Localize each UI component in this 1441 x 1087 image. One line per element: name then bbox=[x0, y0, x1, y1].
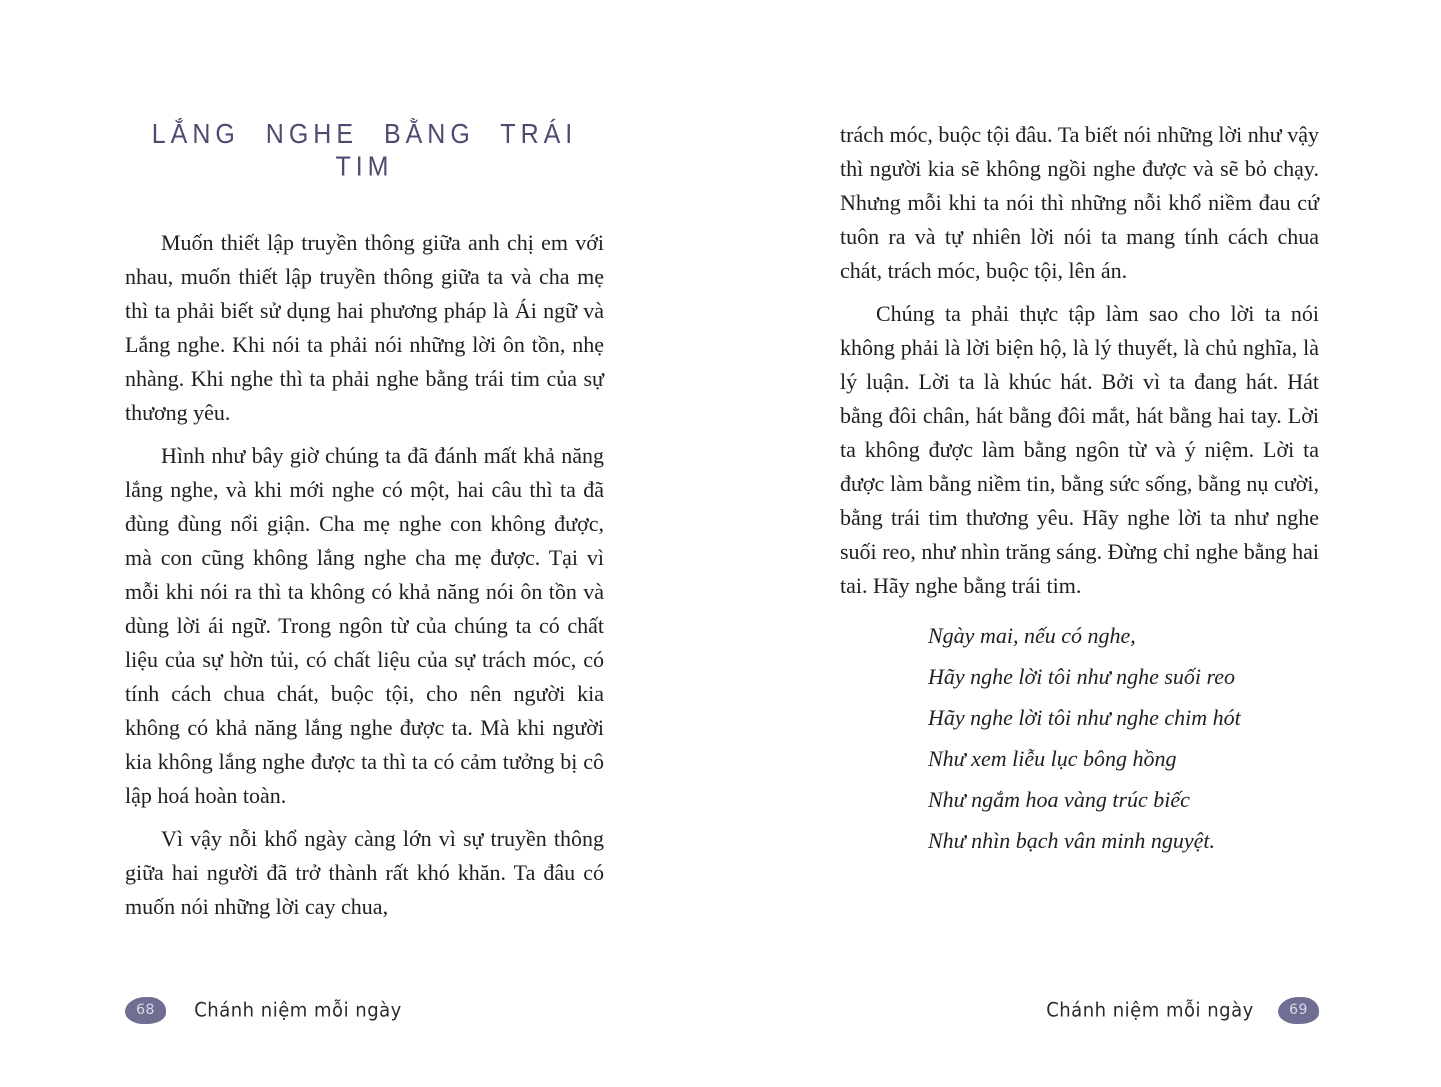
poem-line: Hãy nghe lời tôi như nghe suối reo bbox=[928, 664, 1236, 689]
paragraph: Hình như bây giờ chúng ta đã đánh mất khả năng lắng nghe, và khi mới nghe có một, hai câu thì ta đã đùng đùng nổi giận. Cha mẹ nghe con không được, mà con cũng không lắng nghe cha mẹ được. Tại vì mỗi khi nói ra thì ta không có khả năng nói ôn tồn và dùng lời ái ngữ. Trong ngôn từ của chúng ta có chất liệu của sự hờn tủi, có chất liệu của sự trách móc, có tính cách chua chát, buộc tội, cho nên người kia không có khả năng lắng nghe được ta. Mà khi người kia không lắng nghe được ta thì ta có cảm tưởng bị cô lập hoá hoàn toàn. bbox=[125, 443, 604, 808]
running-title: Chánh niệm mỗi ngày bbox=[194, 999, 402, 1022]
left-body-text bbox=[125, 226, 604, 924]
right-page-footer bbox=[840, 997, 1319, 1024]
poem-line: Như nhìn bạch vân minh nguyệt. bbox=[928, 828, 1215, 853]
running-title: Chánh niệm mỗi ngày bbox=[1046, 999, 1254, 1022]
paragraph: Vì vậy nỗi khổ ngày càng lớn vì sự truyền thông giữa hai người đã trở thành rất khó khăn. Ta đâu có muốn nói những lời cay chua, bbox=[125, 826, 604, 919]
poem-line: Như xem liễu lục bông hồng bbox=[928, 746, 1177, 771]
page-number-badge: 68 bbox=[125, 997, 166, 1024]
poem bbox=[928, 615, 1319, 861]
paragraph: trách móc, buộc tội đâu. Ta biết nói những lời như vậy thì người kia sẽ không ngồi nghe được và sẽ bỏ chạy. Nhưng mỗi khi ta nói thì những nỗi khổ niềm đau cứ tuôn ra và tự nhiên lời nói ta mang tính cách chua chát, trách móc, buộc tội, lên án. bbox=[840, 122, 1319, 283]
page-right bbox=[721, 0, 1441, 1087]
page-left bbox=[0, 0, 720, 1087]
page-right-content bbox=[840, 118, 1319, 861]
right-body-text bbox=[840, 118, 1319, 603]
poem-line: Hãy nghe lời tôi như nghe chim hót bbox=[928, 705, 1241, 730]
left-page-footer bbox=[125, 997, 604, 1024]
chapter-title: LẮNG NGHE BẰNG TRÁI TIM bbox=[151, 118, 578, 183]
paragraph: Chúng ta phải thực tập làm sao cho lời ta nói không phải là lời biện hộ, là lý thuyết, là chủ nghĩa, là lý luận. Lời ta là khúc hát. Bởi vì ta đang hát. Hát bằng đôi chân, hát bằng đôi mắt, hát bằng hai tay. Lời ta không được làm bằng ngôn từ và ý niệm. Lời ta được làm bằng niềm tin, bằng sức sống, bằng nụ cười, bằng trái tim thương yêu. Hãy nghe lời ta như nghe suối reo, như nhìn trăng sáng. Đừng chỉ nghe bằng hai tai. Hãy nghe bằng trái tim. bbox=[840, 301, 1319, 598]
page-number-badge: 69 bbox=[1278, 997, 1319, 1024]
paragraph: Muốn thiết lập truyền thông giữa anh chị em với nhau, muốn thiết lập truyền thông giữa ta và cha mẹ thì ta phải biết sử dụng hai phương pháp là Ái ngữ và Lắng nghe. Khi nói ta phải nói những lời ôn tồn, nhẹ nhàng. Khi nghe thì ta phải nghe bằng trái tim của sự thương yêu. bbox=[125, 230, 604, 425]
page-left-content bbox=[125, 118, 604, 933]
poem-line: Như ngắm hoa vàng trúc biếc bbox=[928, 787, 1190, 812]
poem-line: Ngày mai, nếu có nghe, bbox=[928, 623, 1136, 648]
